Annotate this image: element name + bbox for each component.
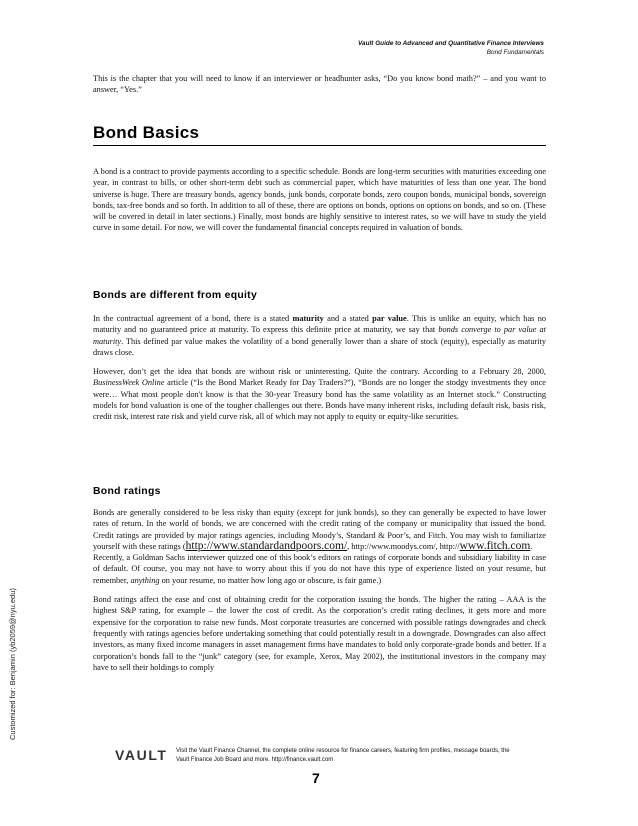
intro-paragraph: This is the chapter that you will need to know if an interviewer or headhunter asks, “Do you know bond math?” – and you want to answer, “Yes.” — [93, 74, 546, 95]
footer-text: Visit the Vault Finance Channel, the complete online resource for finance careers, featuring firm profiles, message boards, the Vault Finance Job Board and more. http://finance.vault.com — [176, 748, 510, 763]
equity-heading: Bonds are different from equity — [93, 290, 258, 301]
term-maturity: maturity — [292, 314, 324, 323]
equity-paragraph-1: In the contractual agreement of a bond, there is a stated maturity and a stated par value. This is unlike an equity, which has no maturity and no guaranteed price at maturity. To express this definite price at maturity, we say that bonds converge to par value at maturity. This defined par value makes the volatility of a bond generally lower than a share of stock (equity), especially as maturity draws close. — [93, 314, 546, 357]
running-header-title: Vault Guide to Advanced and Quantitative Finance Interviews — [358, 40, 544, 47]
section-divider — [93, 145, 546, 146]
ratings-block — [93, 507, 546, 673]
ratings-paragraph-2: Bond ratings affect the ease and cost of obtaining credit for the corporation issuing the bonds. The higher the rating – AAA is the highest S&P rating, for example – the lower the cost of credit. As the corporation’s credit rating declines, it gets more and more expensive for the corporation to raise new funds. Most corporate treasuries are concerned with possible ratings downgrades and check frequently with ratings agencies before undertaking something that could potentially result in a downgrade. Downgrades can also affect investors, as many fixed income managers in asset management firms have mandates to hold only corporate-grade bonds and better. If a corporation’s bonds fall to the “junk” category (see, for example, Xerox, May 2002), the institutional investors in the company may have to sell their holdings to comply — [93, 595, 546, 672]
emphasis-converge: bonds converge to par value at maturity — [93, 325, 546, 346]
customized-for-sidebar: Customized for: Benjamin (yb2059@nyu.edu) — [8, 588, 17, 740]
running-header-subtitle: Bond Fundamentals — [486, 49, 544, 56]
bond-basics-block — [93, 166, 546, 234]
ratings-paragraph-1: Bonds are generally considered to be less risky than equity (except for junk bonds), so they can generally be expected to have lower rates of return. In the world of bonds, we are concerned with the credit rating of the company or municipality that issued the bond. Credit ratings are provided by major ratings agencies, including Moody’s, Standard & Poor’s, and Fitch. You may wish to familiarize yourself with these ratings (http://www.standardandpoors.com/, http://www.moodys.com/, http://www.fitch.com. Recently, a Goldman Sachs interviewer quizzed one of this book’s editors on ratings of corporate bonds and subsidiary liability in case of default. Of course, you may not have to worry about this if you do not have this type of experience listed on your resume, but remember, anything on your resume, no matter how long ago or obscure, is fair game.) — [93, 508, 546, 585]
link-fitch[interactable]: www.fitch.com — [459, 539, 531, 552]
ratings-heading: Bond ratings — [93, 486, 161, 497]
term-par-value: par value — [372, 314, 407, 323]
vault-logo: VAULT — [115, 747, 168, 763]
equity-block — [93, 313, 546, 423]
equity-paragraph-2: However, don’t get the idea that bonds are without risk or uninteresting. Quite the contrary. According to a February 28, 2000, BusinessWeek Online article (“Is the Bond Market Ready for Day Traders?”), “Bonds are no longer the stodgy investments they once were… What most people don't know is that the 30-year Treasury bond has the same volatility as an Internet stock.” Constructing models for bond valuation is one of the tougher challenges out there. Bonds have many inherent risks, including default risk, basis risk, credit risk, interest rate risk and yield curve risk, all of which may not apply to equity or equity-like securities. — [93, 367, 546, 422]
publication-name: BusinessWeek Online — [93, 378, 165, 388]
intro-block — [93, 73, 546, 96]
page-number: 7 — [312, 770, 320, 786]
section-title: Bond Basics — [93, 123, 200, 142]
bond-basics-paragraph: A bond is a contract to provide payments according to a specific schedule. Bonds are long-term securities with maturities exceeding one year, in contrast to bills, or other short-term debt such as commercial paper, which have maturities of less than one year. The bond universe is huge. There are treasury bonds, agency bonds, junk bonds, corporate bonds, zero coupon bonds, municipal bonds, sovereign bonds, tax-free bonds and so forth. In addition to all of these, there are options on bonds, options on options on bonds, and so on. (These will be covered in detail in later sections.) Finally, most bonds are highly sensitive to interest rates, so we will have to study the yield curve in some detail. For now, we will cover the fundamental financial concepts required in valuation of bonds. — [93, 167, 546, 233]
link-standardandpoors[interactable]: http://www.standardandpoors.com/ — [185, 539, 348, 552]
emphasis-anything: anything — [130, 575, 160, 585]
